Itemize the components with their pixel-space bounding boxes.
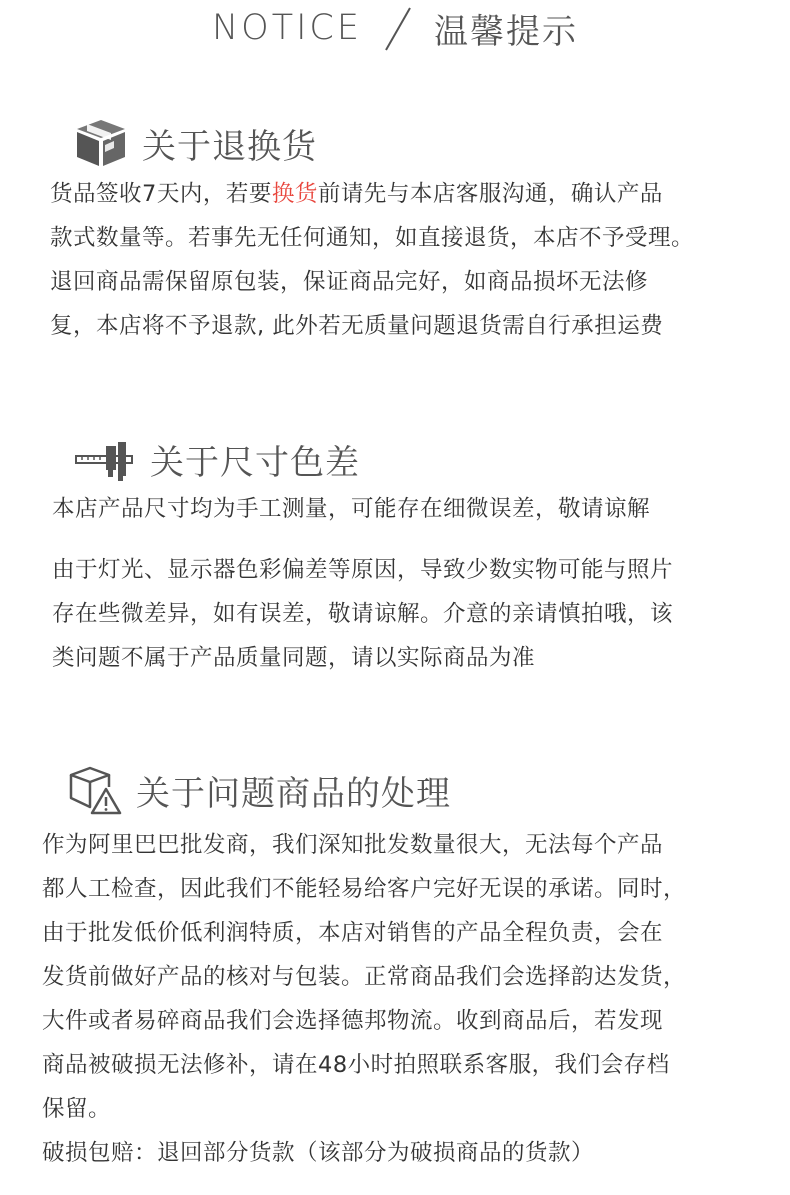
size-line-3: 存在些微差异，如有误差，敬请谅解。介意的亲请慎拍哦，该 xyxy=(52,601,674,627)
returns-line-1 xyxy=(50,172,694,216)
exchange-highlight: 换货 xyxy=(271,181,318,207)
notice-title-en: NOTICE xyxy=(212,8,362,48)
package-box-icon xyxy=(74,118,128,168)
size-line-2: 由于灯光、显示器色彩偏差等原因，导致少数实物可能与照片 xyxy=(52,557,674,583)
slash-divider xyxy=(370,4,426,52)
issues-line-6: 商品被破损无法修补，请在48小时拍照联系客服，我们会存档 xyxy=(42,1052,670,1078)
issues-line-7: 保留。 xyxy=(42,1096,112,1122)
returns-paragraph xyxy=(50,172,694,348)
returns-section-title xyxy=(74,118,317,168)
notice-header xyxy=(0,4,790,52)
issues-line-5: 大件或者易碎商品我们会选择德邦物流。收到商品后，若发现 xyxy=(42,1008,664,1034)
issues-line-4: 发货前做好产品的核对与包装。正常商品我们会选择韵达发货， xyxy=(42,964,687,990)
returns-title: 关于退换货 xyxy=(142,126,317,167)
issues-line-8: 破损包赔：退回部分货款（该部分为破损商品的货款） xyxy=(42,1140,595,1166)
returns-line-2: 款式数量等。若事先无任何通知，如直接退货，本店不予受理。 xyxy=(50,225,695,251)
returns-line-4: 复，本店将不予退款, 此外若无质量问题退货需自行承担运费 xyxy=(50,313,664,339)
size-paragraph-1 xyxy=(52,487,650,531)
returns-line-3: 退回商品需保留原包装，保证商品完好，如商品损坏无法修 xyxy=(50,269,649,295)
issues-title: 关于问题商品的处理 xyxy=(136,773,451,814)
size-title: 关于尺寸色差 xyxy=(150,443,360,483)
damaged-box-warning-icon xyxy=(68,765,122,815)
issues-paragraph xyxy=(42,823,686,1175)
issues-line-2: 都人工检查，因此我们不能轻易给客户完好无误的承诺。同时， xyxy=(42,876,687,902)
caliper-icon xyxy=(74,438,136,482)
size-paragraph-2 xyxy=(52,548,673,680)
issues-line-3: 由于批发低价低利润特质，本店对销售的产品全程负责，会在 xyxy=(42,920,664,946)
size-line-4: 类问题不属于产品质量同题，请以实际商品为准 xyxy=(52,645,536,671)
size-line-1: 本店产品尺寸均为手工测量，可能存在细微误差，敬请谅解 xyxy=(52,496,651,522)
issues-line-1: 作为阿里巴巴批发商，我们深知批发数量很大，无法每个产品 xyxy=(42,832,664,858)
returns-line-1-end: 前请先与本店客服沟通，确认产品 xyxy=(317,181,663,207)
returns-line-1-start: 货品签收7天内，若要 xyxy=(50,181,272,207)
issues-section-title xyxy=(68,765,451,815)
size-section-title xyxy=(74,435,360,484)
notice-title-zh: 温馨提示 xyxy=(434,11,578,52)
